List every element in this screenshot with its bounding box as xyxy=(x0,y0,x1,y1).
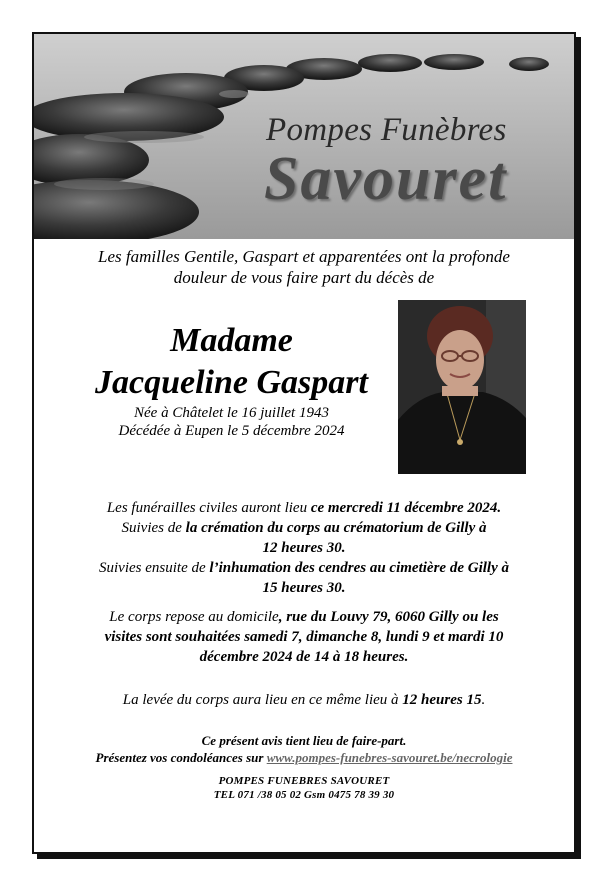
funeral-line2-text: Suivies de xyxy=(121,520,186,536)
death-info: Décédée à Eupen le 5 décembre 2024 xyxy=(118,423,345,439)
notice-line1: Ce présent avis tient lieu de faire-part. xyxy=(201,733,407,748)
funeral-details xyxy=(49,498,559,598)
funeral-line1-text: Les funérailles civiles auront lieu xyxy=(106,500,311,516)
intro-line-2: douleur de vous faire part du décès de xyxy=(173,268,435,287)
company-contact: TEL 071 /38 05 02 Gsm 0475 78 39 30 xyxy=(213,789,395,801)
brand-title-line1: Pompes Funèbres xyxy=(266,112,507,148)
visit-line1-text: Le corps repose au domicile xyxy=(109,609,279,625)
visit-details xyxy=(49,607,559,667)
notice-line2-text: Présentez vos condoléances sur xyxy=(95,750,267,765)
funeral-line4-bold: l’inhumation des cendres au cimetière de Gilly à xyxy=(209,560,509,576)
company-footer xyxy=(49,774,559,802)
deceased-portrait xyxy=(398,300,526,474)
funeral-line1-bold: ce mercredi 11 décembre 2024. xyxy=(310,500,502,516)
deceased-title: Madame xyxy=(170,322,293,359)
levee-time: 12 heures 15 xyxy=(402,692,482,708)
company-name: POMPES FUNEBRES SAVOURET xyxy=(218,775,390,787)
funeral-line2-bold: la crémation du corps au crématorium de Gilly à xyxy=(185,520,487,536)
levee-details xyxy=(49,690,559,710)
birth-info: Née à Châtelet le 16 juillet 1943 xyxy=(134,405,329,421)
visit-line3-bold: décembre 2024 de 14 à 18 heures. xyxy=(199,649,409,665)
visit-line1-bold: , rue du Louvy 79, 6060 Gilly ou les xyxy=(278,609,499,625)
funeral-line4-text: Suivies ensuite de xyxy=(99,560,210,576)
funeral-line5-bold: 15 heures 30. xyxy=(262,580,346,596)
deceased-name: Jacqueline Gaspart xyxy=(95,364,368,401)
funeral-line3-bold: 12 heures 30. xyxy=(262,540,346,556)
condolence-notice xyxy=(49,732,559,766)
levee-text: La levée du corps aura lieu en ce même lieu à xyxy=(122,692,403,708)
announcement-intro xyxy=(54,246,554,288)
deceased-block xyxy=(54,320,409,440)
necrology-link[interactable]: www.pompes-funebres-savouret.be/necrologie xyxy=(266,750,513,765)
header-banner xyxy=(34,34,574,239)
portrait-image xyxy=(398,300,526,474)
obituary-frame xyxy=(32,32,576,854)
visit-line2-bold: visites sont souhaitées samedi 7, dimanche 8, lundi 9 et mardi 10 xyxy=(104,629,504,645)
intro-line-1: Les familles Gentile, Gaspart et apparentées ont la profonde xyxy=(98,247,510,266)
levee-end: . xyxy=(481,692,486,708)
brand-title-line2: Savouret xyxy=(264,145,508,213)
